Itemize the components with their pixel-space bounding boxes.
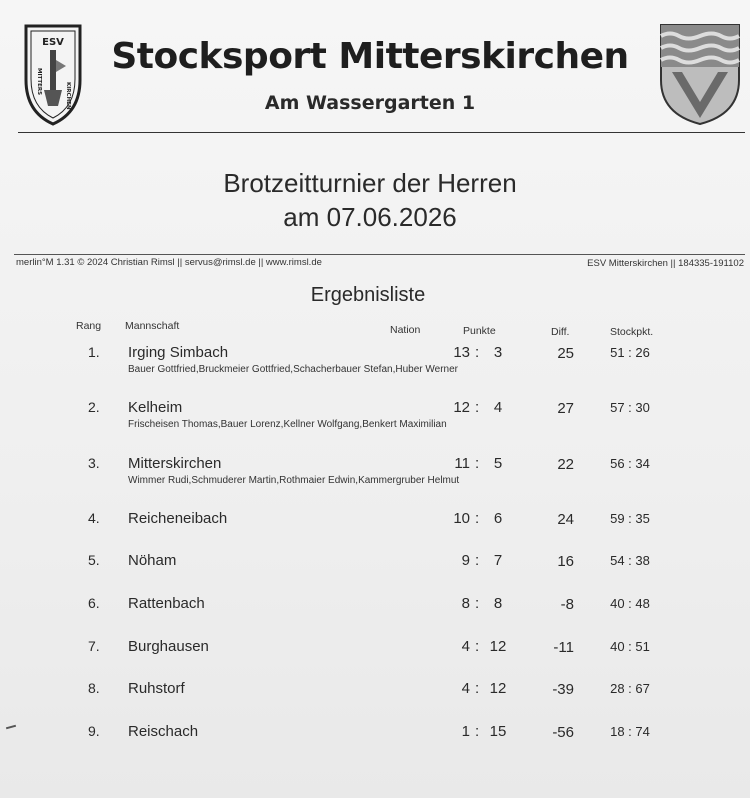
points-separator: : <box>475 595 480 612</box>
points-for: 11 <box>454 455 470 472</box>
points-for: 10 <box>453 510 470 527</box>
points-for: 1 <box>461 723 470 740</box>
points-against: 5 <box>493 455 503 472</box>
rank: 5. <box>88 552 100 568</box>
team-players: Wimmer Rudi,Schmuderer Martin,Rothmaier Edwin,Kammergruber Helmut <box>128 475 460 486</box>
table-row <box>0 344 750 384</box>
points-separator: : <box>475 399 480 416</box>
stock-points: 18 : 74 <box>610 724 650 739</box>
stock-points: 56 : 34 <box>610 456 650 471</box>
header-punkte: Punkte <box>463 325 496 337</box>
footer-divider <box>14 254 745 255</box>
svg-text:KIRCHEN: KIRCHEN <box>65 82 71 110</box>
points-against: 8 <box>493 595 503 612</box>
points-separator: : <box>475 723 480 740</box>
points-for: 13 <box>453 344 470 361</box>
stock-points: 54 : 38 <box>610 553 650 568</box>
team-name: Irging Simbach <box>128 344 229 361</box>
table-row <box>0 680 750 720</box>
difference: 22 <box>557 456 574 473</box>
table-row <box>0 638 750 678</box>
rank: 3. <box>88 455 100 471</box>
points-for: 12 <box>453 399 470 416</box>
club-id: ESV Mitterskirchen || 184335-191102 <box>587 258 744 269</box>
points-separator: : <box>475 455 480 472</box>
points-against: 4 <box>493 399 503 416</box>
difference: -8 <box>560 596 574 613</box>
difference: 25 <box>557 345 574 362</box>
team-name: Reischach <box>128 723 199 740</box>
difference: 16 <box>557 553 574 570</box>
table-row <box>0 595 750 635</box>
points-against: 7 <box>493 552 503 569</box>
points-for: 9 <box>461 552 470 569</box>
table-row <box>0 510 750 550</box>
stock-points: 57 : 30 <box>610 400 650 415</box>
rank: 8. <box>88 680 100 696</box>
esv-club-logo <box>22 20 84 128</box>
team-name: Burghausen <box>128 638 209 655</box>
table-row <box>0 552 750 592</box>
stock-points: 40 : 48 <box>610 596 650 611</box>
points-separator: : <box>475 680 480 697</box>
team-name: Rattenbach <box>128 595 205 612</box>
stock-points: 40 : 51 <box>610 639 650 654</box>
points-against: 12 <box>489 680 507 697</box>
rank: 4. <box>88 510 100 526</box>
rank: 6. <box>88 595 100 611</box>
table-row <box>0 399 750 439</box>
header-divider <box>18 132 745 133</box>
club-name: Stocksport Mitterskirchen <box>111 36 629 77</box>
team-name: Kelheim <box>128 399 183 416</box>
points-separator: : <box>475 552 480 569</box>
difference: -56 <box>552 724 574 741</box>
header-diff: Diff. <box>551 326 570 338</box>
points-separator: : <box>475 344 480 361</box>
header-nation: Nation <box>390 324 421 336</box>
team-name: Nöham <box>128 552 177 569</box>
svg-text:ESV: ESV <box>42 37 64 48</box>
points-against: 12 <box>489 638 507 655</box>
points-for: 4 <box>461 680 470 697</box>
points-against: 6 <box>493 510 503 527</box>
rank: 7. <box>88 638 100 654</box>
stock-points: 28 : 67 <box>610 681 650 696</box>
difference: -11 <box>553 639 574 656</box>
rank: 2. <box>88 399 100 415</box>
difference: -39 <box>552 681 574 698</box>
tournament-title: Brotzeitturnier der Herren <box>223 168 517 198</box>
points-against: 15 <box>489 723 507 740</box>
points-separator: : <box>475 638 480 655</box>
rank: 1. <box>88 344 100 360</box>
tournament-date: am 07.06.2026 <box>283 202 457 232</box>
difference: 24 <box>557 511 574 528</box>
header-rang: Rang <box>76 320 102 332</box>
results-list-title: Ergebnisliste <box>310 284 426 306</box>
rank: 9. <box>88 723 100 739</box>
points-for: 4 <box>461 638 470 655</box>
club-address: Am Wassergarten 1 <box>264 92 476 114</box>
difference: 27 <box>557 400 574 417</box>
table-row <box>0 723 750 763</box>
coat-of-arms-icon <box>658 22 742 126</box>
points-for: 8 <box>461 595 470 612</box>
table-row <box>0 455 750 495</box>
stock-points: 59 : 35 <box>610 511 650 526</box>
stock-points: 51 : 26 <box>610 345 650 360</box>
team-name: Ruhstorf <box>128 680 185 697</box>
points-against: 3 <box>493 344 503 361</box>
team-name: Reicheneibach <box>128 510 228 527</box>
software-credit: merlin°M 1.31 © 2024 Christian Rimsl || servus@rimsl.de || www.rimsl.de <box>16 257 322 268</box>
points-separator: : <box>475 510 480 527</box>
header-stockpkt: Stockpkt. <box>610 326 654 338</box>
team-players: Bauer Gottfried,Bruckmeier Gottfried,Schacherbauer Stefan,Huber Werner <box>128 364 458 375</box>
team-players: Frischeisen Thomas,Bauer Lorenz,Kellner Wolfgang,Benkert Maximilian <box>128 419 447 430</box>
team-name: Mitterskirchen <box>128 455 222 472</box>
svg-text:MITTERS: MITTERS <box>36 68 42 96</box>
header-mannschaft: Mannschaft <box>125 320 180 332</box>
